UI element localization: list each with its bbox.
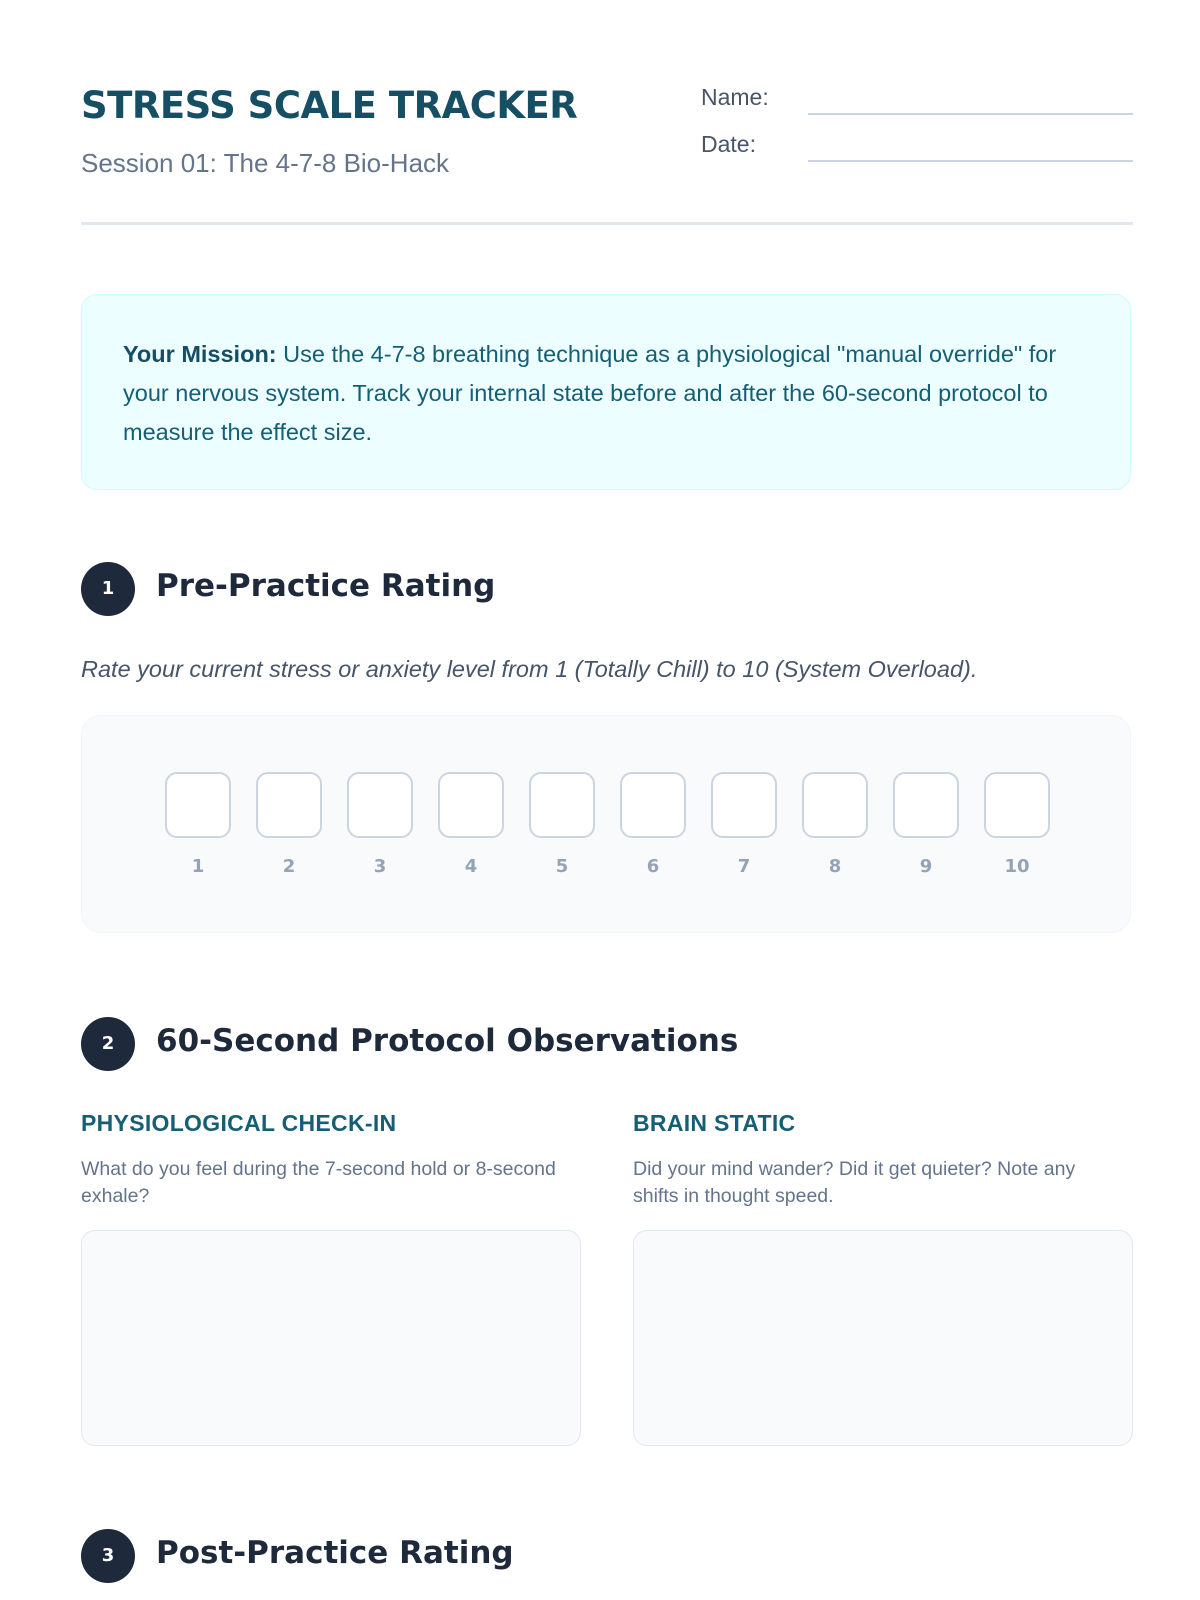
rating-checkbox[interactable] [620, 772, 686, 838]
name-label: Name: [701, 84, 769, 110]
rating-instruction: Rate your current stress or anxiety level from 1 (Totally Chill) to 10 (System Overload). [81, 656, 978, 682]
physiological-notes-area[interactable] [81, 1230, 581, 1446]
brain-static [633, 1110, 1133, 1450]
rating-checkbox[interactable] [256, 772, 322, 838]
rating-checkbox[interactable] [802, 772, 868, 838]
date-input-line[interactable] [808, 160, 1133, 162]
rating-number: 10 [1004, 856, 1030, 877]
obs-heading: BRAIN STATIC [633, 1110, 796, 1136]
rating-number: 9 [919, 856, 933, 877]
rating-number: 5 [555, 856, 569, 877]
rating-option[interactable] [620, 772, 686, 882]
rating-number: 1 [191, 856, 205, 877]
obs-description: What do you feel during the 7-second hold or 8-second exhale? [81, 1158, 556, 1207]
section-number-badge: 3 [81, 1529, 135, 1583]
rating-checkbox[interactable] [711, 772, 777, 838]
rating-option[interactable] [802, 772, 868, 882]
mission-lead: Your Mission: [123, 341, 277, 367]
mission-box [81, 294, 1131, 490]
date-label: Date: [701, 131, 756, 157]
rating-option[interactable] [529, 772, 595, 882]
rating-number: 4 [464, 856, 478, 877]
rating-option[interactable] [256, 772, 322, 882]
section-title: 60-Second Protocol Observations [156, 1023, 739, 1059]
section-pre-practice [81, 562, 1133, 618]
rating-number: 2 [282, 856, 296, 877]
rating-number: 7 [737, 856, 751, 877]
rating-number: 8 [828, 856, 842, 877]
rating-option[interactable] [893, 772, 959, 882]
page-title: STRESS SCALE TRACKER [81, 84, 578, 127]
session-subtitle: Session 01: The 4-7-8 Bio-Hack [81, 148, 450, 178]
name-input-line[interactable] [808, 113, 1133, 115]
rating-number: 6 [646, 856, 660, 877]
brain-notes-area[interactable] [633, 1230, 1133, 1446]
section-title: Pre-Practice Rating [156, 568, 496, 604]
section-title: Post-Practice Rating [156, 1535, 514, 1571]
rating-option[interactable] [711, 772, 777, 882]
obs-description: Did your mind wander? Did it get quieter? Note any shifts in thought speed. [633, 1158, 1076, 1207]
name-field [701, 84, 1133, 116]
rating-checkbox[interactable] [347, 772, 413, 838]
worksheet-header [81, 84, 1133, 224]
rating-option[interactable] [438, 772, 504, 882]
rating-option[interactable] [347, 772, 413, 882]
section-protocol-observations [81, 1017, 1133, 1073]
physiological-check-in [81, 1110, 581, 1450]
section-post-practice [81, 1529, 1133, 1585]
obs-heading: PHYSIOLOGICAL CHECK-IN [81, 1110, 397, 1136]
section-number-badge: 1 [81, 562, 135, 616]
section-number-badge: 2 [81, 1017, 135, 1071]
pre-rating-panel [81, 715, 1131, 933]
rating-option[interactable] [165, 772, 231, 882]
rating-number: 3 [373, 856, 387, 877]
header-divider [81, 222, 1133, 225]
mission-text: Use the 4-7-8 breathing technique as a physiological "manual override" for your nervous system. Track your internal state before and after the 60-second protocol to measure the effect size. [123, 341, 1057, 445]
rating-checkbox[interactable] [165, 772, 231, 838]
rating-scale [165, 772, 1055, 882]
rating-checkbox[interactable] [438, 772, 504, 838]
rating-checkbox[interactable] [893, 772, 959, 838]
rating-option[interactable] [984, 772, 1050, 882]
date-field [701, 131, 1133, 163]
rating-checkbox[interactable] [984, 772, 1050, 838]
rating-checkbox[interactable] [529, 772, 595, 838]
